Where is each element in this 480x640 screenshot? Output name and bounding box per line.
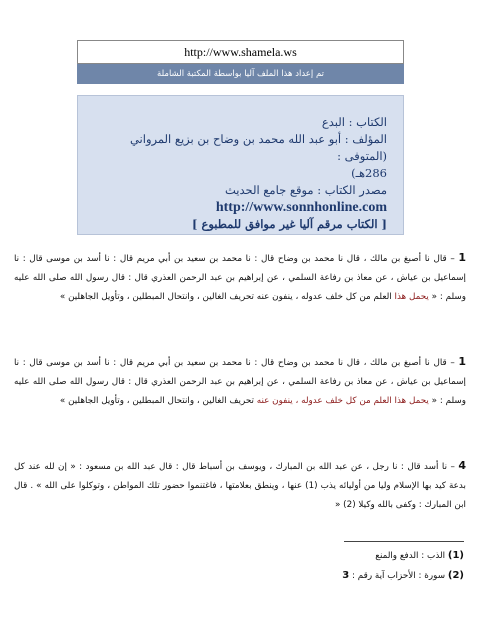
book-title-line: الكتاب : البدع (321, 115, 387, 129)
book-author-line: المؤلف : أبو عبد الله محمد بن وضاح بن بزيع المرواني (المتوفى : (129, 132, 387, 163)
hadith-paragraph (14, 456, 466, 515)
hadith-highlight: يحمل هذا العلم من كل خلف عدوله ، ينفون عنه (256, 396, 429, 406)
footnote-text: الذب : الدفع والمنع (375, 551, 448, 561)
hadith-number: 4 (458, 459, 466, 472)
numbering-note: [ الكتاب مرقم آليا غير موافق للمطبوع ] (192, 217, 387, 231)
book-source-line: مصدر الكتاب : موقع جامع الحديث (225, 183, 387, 197)
footnote-item (342, 570, 464, 581)
hadith-number: 1 (458, 355, 466, 368)
hadith-highlight: يحمل هذا (394, 292, 429, 302)
footnote-verse-number: 3 (342, 570, 350, 581)
hadith-text-end: العلم من كل خلف عدوله ، ينفون عنه تحريف الغالين ، وانتحال المبطلين ، وتأويل الجاهلين » (59, 292, 395, 302)
footnote-item (375, 550, 464, 561)
footnote-separator (344, 541, 464, 542)
hadith-paragraph (14, 248, 466, 307)
book-author-death: 286هـ) (351, 166, 387, 180)
footnote-number: (2) (447, 570, 464, 581)
hadith-paragraph (14, 352, 466, 411)
hadith-number: 1 (458, 251, 466, 264)
footnote-text: سورة : الأحزاب آية رقم : (349, 571, 448, 581)
hadith-text: – قال نا أصبغ بن مالك ، قال نا محمد بن وضاح قال : نا محمد بن سعيد بن أبي مريم قال : نا أسد بن موسى قال : نا إسماعيل بن عياش ، عن معاذ بن رفاعة السلمي ، عن إبراهيم بن عبد الرحمن العذري قال : قال رسول الله صلى الله عليه وسلم : « (14, 358, 466, 406)
source-url-box[interactable]: http://www.shamela.ws (77, 40, 404, 64)
source-site-link[interactable]: http://www.sonnhonline.com (215, 200, 387, 215)
hadith-text-end: تحريف الغالين ، وانتحال المبطلين ، وتأويل الجاهلين » (59, 396, 257, 406)
generated-by-banner: تم إعداد هذا الملف آليا بواسطة المكتبة الشاملة (77, 64, 404, 84)
hadith-text: – نا أسد قال : نا رجل ، عن عبد الله بن المبارك ، ويوسف بن أسباط قال : قال عبد الله بن مسعود : « إن لله عند كل بدعة كيد بها الإسلام وليا من أوليائه يذب (1) عنها ، وينطق بعلامتها ، فاغتنموا حضور تلك المواطن ، وتوكلوا على الله » . قال ابن المبارك : وكفى بالله وكيلا (2) « (14, 462, 466, 510)
hadith-text: – قال نا أصبغ بن مالك ، قال نا محمد بن وضاح قال : نا محمد بن سعيد بن أبي مريم قال : نا أسد بن موسى قال : نا إسماعيل بن عياش ، عن معاذ بن رفاعة السلمي ، عن إبراهيم بن عبد الرحمن العذري قال : قال رسول الله صلى الله عليه وسلم : « (14, 254, 466, 302)
book-info-box (77, 95, 404, 235)
footnote-number: (1) (447, 550, 464, 561)
